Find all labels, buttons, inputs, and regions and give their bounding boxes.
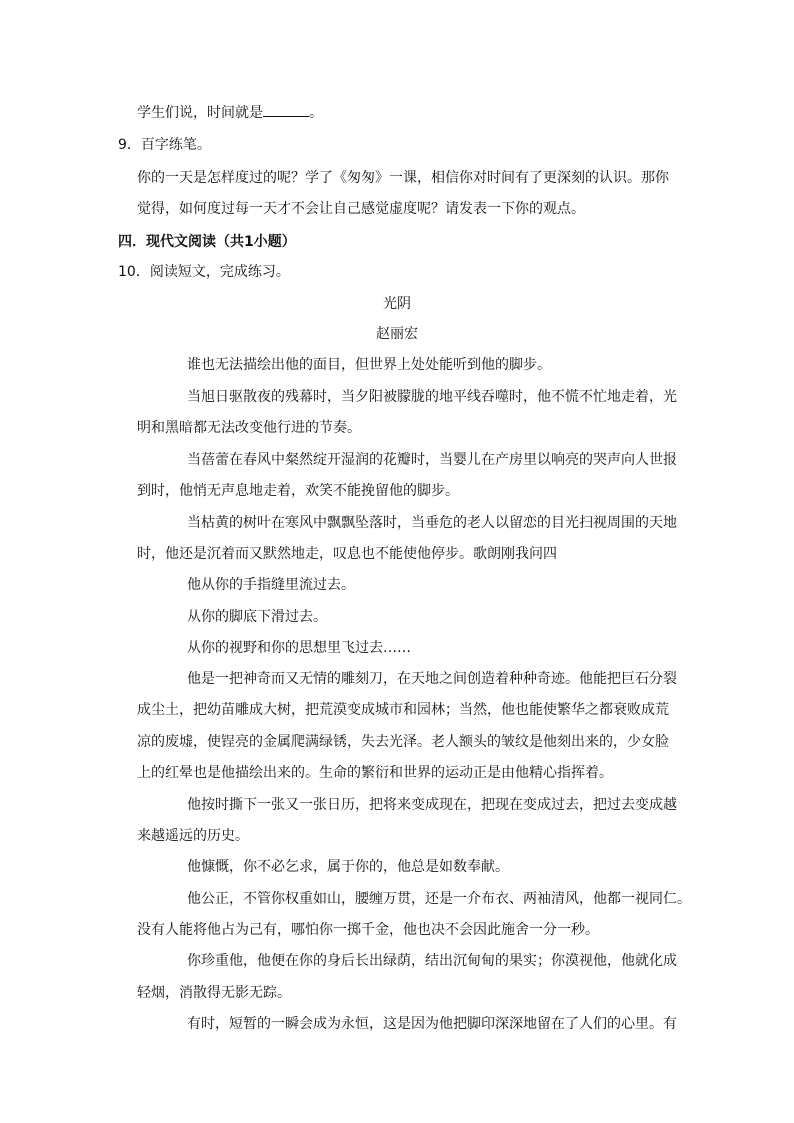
q10-heading: 10．阅读短文，完成练习。 bbox=[118, 264, 290, 280]
article-line: 你珍重他，他便在你的身后长出绿荫，结出沉甸甸的果实；你漠视他，他就化成 bbox=[187, 953, 677, 969]
article-line: 他公正，不管你权重如山，腰缠万贯，还是一介布衣、两袖清风，他都一视同仁。 bbox=[187, 891, 691, 907]
article-line: 他是一把神奇而又无情的雕刻刀，在天地之间创造着种种奇迹。他能把巨石分裂 bbox=[187, 671, 677, 687]
article-line: 明和黑暗都无法改变他行进的节奏。 bbox=[137, 420, 361, 436]
answer-blank[interactable] bbox=[263, 102, 309, 117]
article-line: 从你的脚底下滑过去。 bbox=[187, 609, 327, 625]
article-line: 成尘土，把幼苗雕成大树，把荒漠变成城市和园林；当然，他也能使繁华之都衰败成荒 bbox=[137, 702, 669, 718]
article-line: 当旭日驱散夜的残幕时，当夕阳被朦胧的地平线吞噬时，他不慌不忙地走着，光 bbox=[187, 389, 677, 405]
q9-prompt-line-1: 你的一天是怎样度过的呢？学了《匆匆》一课，相信你对时间有了更深刻的认识。那你 bbox=[137, 170, 669, 186]
section-4-heading: 四．现代文阅读（共1小题） bbox=[118, 234, 296, 250]
article-line: 他从你的手指缝里流过去。 bbox=[187, 577, 355, 593]
q9-prompt-line-2: 觉得，如何度过每一天才不会让自己感觉虚度呢？请发表一下你的观点。 bbox=[137, 201, 585, 217]
article-line: 上的红晕也是他描绘出来的。生命的繁衍和世界的运动正是由他精心指挥着。 bbox=[137, 765, 613, 781]
article-title: 光阴 bbox=[383, 296, 411, 312]
article-line: 从你的视野和你的思想里飞过去…… bbox=[187, 640, 411, 656]
article-line: 来越遥远的历史。 bbox=[137, 828, 249, 844]
article-line: 当蓓蕾在春风中粲然绽开湿润的花瓣时，当婴儿在产房里以响亮的哭声向人世报 bbox=[187, 452, 677, 468]
article-line: 没有人能将他占为己有，哪怕你一掷千金，他也决不会因此施舍一分一秒。 bbox=[137, 922, 599, 938]
article-line: 他慷慨，你不必乞求，属于你的，他总是如数奉献。 bbox=[187, 859, 509, 875]
article-line: 他按时撕下一张又一张日历，把将来变成现在，把现在变成过去，把过去变成越 bbox=[187, 797, 677, 813]
article-line: 凉的废墟，使锃亮的金属爬满绿锈，失去光泽。老人额头的皱纹是他刻出来的，少女脸 bbox=[137, 734, 669, 750]
article-line: 当枯黄的树叶在寒风中飘飘坠落时，当垂危的老人以留恋的目光扫视周围的天地 bbox=[187, 515, 677, 531]
article-line: 轻烟，消散得无影无踪。 bbox=[137, 985, 291, 1001]
q8-text: 学生们说，时间就是 bbox=[137, 105, 263, 121]
article-line: 时，他还是沉着而又默然地走，叹息也不能使他停步。歌朗刚我问四 bbox=[137, 546, 557, 562]
q8-answer-line bbox=[137, 102, 323, 123]
article-author: 赵丽宏 bbox=[376, 326, 418, 342]
article-line: 谁也无法描绘出他的面目，但世界上处处能听到他的脚步。 bbox=[187, 357, 551, 373]
q9-heading: 9．百字练笔。 bbox=[118, 137, 211, 153]
article-line: 有时，短暂的一瞬会成为永恒，这是因为他把脚印深深地留在了人们的心里。有 bbox=[187, 1016, 677, 1032]
q8-end: 。 bbox=[309, 105, 323, 121]
article-line: 到时，他悄无声息地走着，欢笑不能挽留他的脚步。 bbox=[137, 483, 459, 499]
